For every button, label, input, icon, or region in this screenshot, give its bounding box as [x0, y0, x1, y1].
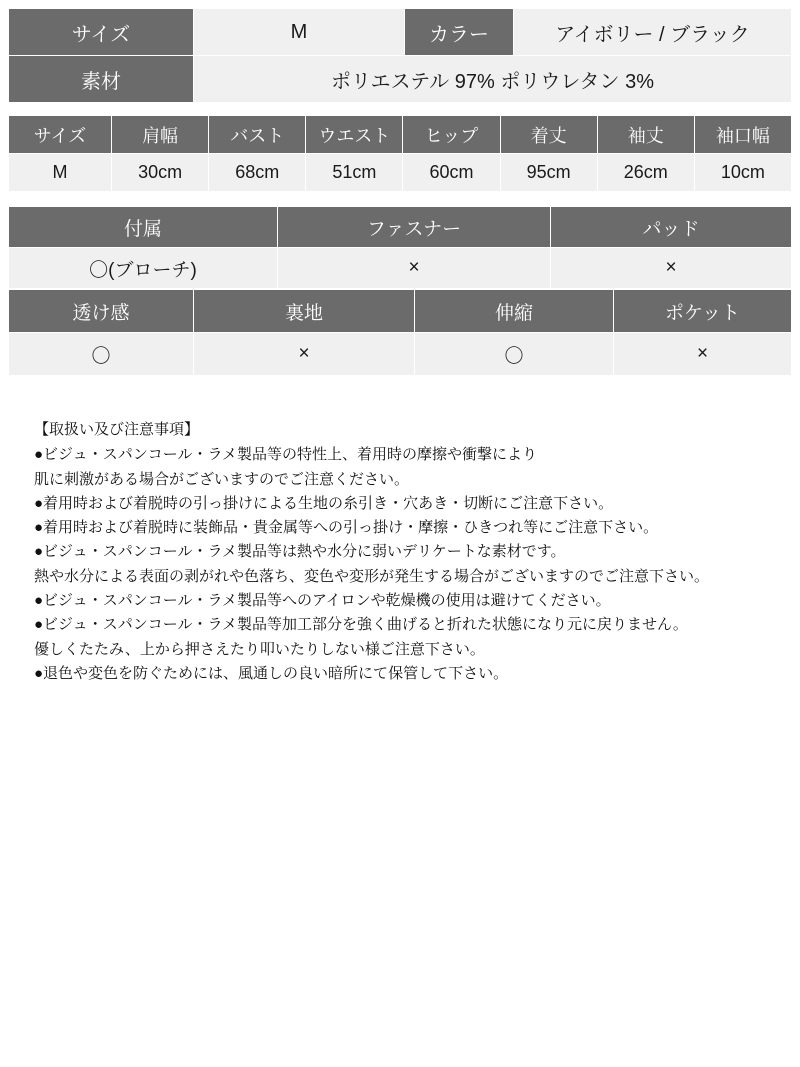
measure-header-cuff: 袖口幅 [694, 116, 791, 154]
measure-header-size: サイズ [9, 116, 112, 154]
attr-header-pocket: ポケット [614, 290, 792, 333]
color-value: アイボリー / ブラック [514, 9, 792, 56]
attr-value-accessory: 〇(ブローチ) [9, 248, 278, 289]
measure-header-shoulder: 肩幅 [112, 116, 209, 154]
notes-line: 優しくたたみ、上から押さえたり叩いたりしない様ご注意下さい。 [34, 640, 485, 658]
measure-header-waist: ウエスト [306, 116, 403, 154]
table-row [9, 154, 792, 192]
size-label: サイズ [9, 9, 194, 56]
notes-title: 【取扱い及び注意事項】 [34, 421, 200, 438]
measure-value-length: 95cm [500, 154, 597, 192]
attr-header-accessory: 付属 [9, 207, 278, 248]
attr-value-pad: × [551, 248, 792, 289]
measure-value-shoulder: 30cm [112, 154, 209, 192]
notes-line: ●退色や変色を防ぐためには、風通しの良い暗所にて保管して下さい。 [34, 664, 509, 682]
attributes-table [8, 206, 792, 289]
attr-header-pad: パッド [551, 207, 792, 248]
table-row [9, 56, 792, 103]
notes-line: ●着用時および着脱時に装飾品・貴金属等への引っ掛け・摩擦・ひきつれ等にご注意下さい。 [34, 519, 659, 537]
attr-value-lining: × [194, 333, 415, 376]
table-row [9, 333, 792, 376]
attr-value-pocket: × [614, 333, 792, 376]
notes-line: ●着用時および着脱時の引っ掛けによる生地の糸引き・穴あき・切断にご注意下さい。 [34, 494, 614, 512]
measurements-table [8, 115, 792, 192]
measure-value-cuff: 10cm [694, 154, 791, 192]
size-value: M [194, 9, 405, 56]
care-notes [8, 418, 792, 686]
material-label: 素材 [9, 56, 194, 103]
measure-value-size: M [9, 154, 112, 192]
measure-header-length: 着丈 [500, 116, 597, 154]
measure-value-sleeve: 26cm [597, 154, 694, 192]
measure-header-bust: バスト [209, 116, 306, 154]
measure-value-hip: 60cm [403, 154, 500, 192]
attr-header-sheer: 透け感 [9, 290, 194, 333]
attr-header-stretch: 伸縮 [415, 290, 614, 333]
table-row [9, 248, 792, 289]
measure-value-bust: 68cm [209, 154, 306, 192]
table-row [9, 9, 792, 56]
attr-value-sheer: 〇 [9, 333, 194, 376]
attr-header-lining: 裏地 [194, 290, 415, 333]
color-label: カラー [405, 9, 514, 56]
basic-info-table [8, 8, 792, 103]
attr-value-stretch: 〇 [415, 333, 614, 376]
notes-line: ●ビジュ・スパンコール・ラメ製品等の特性上、着用時の摩擦や衝撃により [34, 446, 538, 464]
table-header-row [9, 207, 792, 248]
measure-header-sleeve: 袖丈 [597, 116, 694, 154]
table-header-row [9, 290, 792, 333]
notes-line: ●ビジュ・スパンコール・ラメ製品等へのアイロンや乾燥機の使用は避けてください。 [34, 592, 611, 610]
table-header-row [9, 116, 792, 154]
attr-header-zipper: ファスナー [278, 207, 551, 248]
notes-line: 肌に刺激がある場合がございますのでご注意ください。 [34, 470, 410, 488]
measure-header-hip: ヒップ [403, 116, 500, 154]
notes-line: ●ビジュ・スパンコール・ラメ製品等加工部分を強く曲げると折れた状態になり元に戻りません。 [34, 616, 688, 634]
measure-value-waist: 51cm [306, 154, 403, 192]
notes-line: 熱や水分による表面の剥がれや色落ち、変色や変形が発生する場合がございますのでご注意下さい。 [34, 567, 710, 585]
notes-line: ●ビジュ・スパンコール・ラメ製品等は熱や水分に弱いデリケートな素材です。 [34, 543, 566, 561]
attr-value-zipper: × [278, 248, 551, 289]
material-value: ポリエステル 97% ポリウレタン 3% [194, 56, 792, 103]
attributes-table-2 [8, 289, 792, 376]
